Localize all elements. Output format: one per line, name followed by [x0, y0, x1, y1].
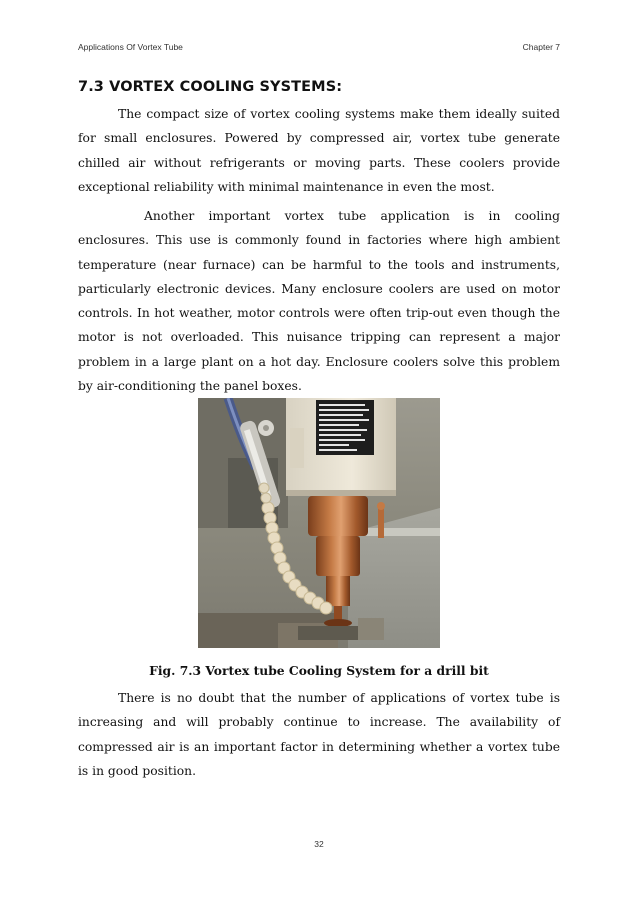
paragraph-intro: The compact size of vortex cooling systems make them ideally suited for small enclosures. Powered by compressed air, vortex tube generate chilled air without refrigerants or moving parts. These coolers provide exceptional reliability with minimal maintenance in even the most. [78, 107, 560, 194]
figure-caption [0, 663, 638, 678]
paragraph-conclusion: There is no doubt that the number of applications of vortex tube is increasing and will probably continue to increase. The availability of compressed air is an important factor in determining whether a vortex tube is in good position. [78, 691, 560, 778]
running-header-title: Applications Of Vortex Tube [78, 42, 183, 52]
running-header-chapter: Chapter 7 [522, 42, 560, 52]
page-number: 32 [314, 839, 324, 849]
drill-photo-illustration [198, 398, 440, 648]
section-heading: 7.3 VORTEX COOLING SYSTEMS: [78, 79, 343, 95]
paragraph-enclosures: Another important vortex tube application is in cooling enclosures. This use is commonly found in factories where high ambient temperature (near furnace) can be harmful to the tools and instruments, particularly electronic devices. Many enclosure coolers are used on motor controls. In hot weather, motor controls were often trip-out even though the motor is not overloaded. This nuisance tripping can represent a major problem in a large plant on a hot day. Enclosure coolers solve this problem by air-conditioning the panel boxes. [78, 209, 560, 394]
figure-photo-drill-cooling [198, 398, 440, 648]
figure-caption-text: Fig. 7.3 Vortex tube Cooling System for a drill bit [149, 663, 489, 678]
